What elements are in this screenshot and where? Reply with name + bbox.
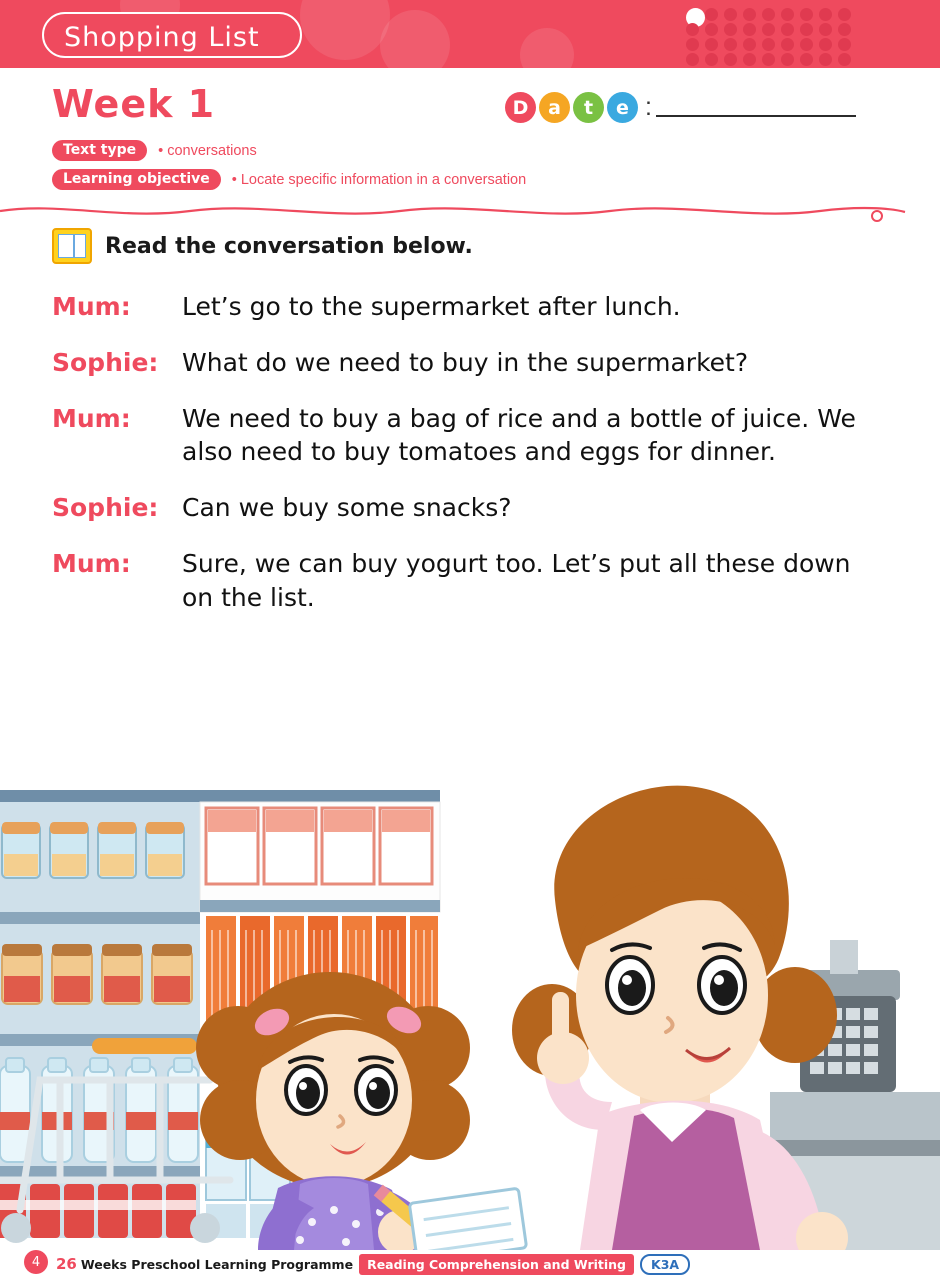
text-type-value: • conversations xyxy=(158,142,257,159)
utterance-text: We need to buy a bag of rice and a bottle of juice. We also need to buy tomatoes and eggs for dinner. xyxy=(182,403,856,467)
footer-weeks-count: 26 xyxy=(56,1255,77,1273)
page-title: Shopping List xyxy=(64,22,260,53)
utterance-text: Let’s go to the supermarket after lunch. xyxy=(182,292,681,321)
date-letter-bubble-1: a xyxy=(539,92,570,123)
page-footer xyxy=(0,1246,940,1280)
page-number-badge: 4 xyxy=(24,1250,48,1274)
speaker-label: Sophie: xyxy=(52,347,159,377)
date-letter-bubble-3: e xyxy=(607,92,638,123)
utterance-text: Sure, we can buy yogurt too. Let’s put all these down on the list. xyxy=(182,548,851,612)
header-flower-decor xyxy=(300,0,390,60)
speaker-label: Mum: xyxy=(52,403,131,433)
dot-grid-icon xyxy=(686,8,856,64)
header-band xyxy=(0,0,940,68)
date-colon: : xyxy=(645,93,652,121)
utterance-text: What do we need to buy in the supermarket? xyxy=(182,347,749,377)
conversation-line xyxy=(52,547,892,615)
open-book-icon xyxy=(52,228,92,264)
learning-objective-row xyxy=(52,169,526,190)
text-type-row xyxy=(52,140,257,161)
instruction-row xyxy=(52,228,473,264)
conversation-line xyxy=(52,290,892,324)
speaker-label: Sophie: xyxy=(52,493,159,522)
speaker-label: Mum: xyxy=(52,548,131,578)
conversation-block xyxy=(52,290,892,636)
wave-divider xyxy=(0,200,940,222)
utterance-text: Can we buy some snacks? xyxy=(182,493,512,522)
speaker-label: Mum: xyxy=(52,292,131,321)
footer-programme: Weeks Preschool Learning Programme xyxy=(80,1256,354,1272)
conversation-line xyxy=(52,346,892,380)
text-type-label: Text type xyxy=(52,140,147,161)
learning-objective-label: Learning objective xyxy=(52,169,221,190)
date-letter-bubble-0: D xyxy=(505,92,536,123)
footer-level-badge: K3A xyxy=(640,1254,690,1275)
date-write-line[interactable] xyxy=(656,115,856,117)
conversation-line xyxy=(52,402,892,470)
date-field[interactable] xyxy=(505,92,856,123)
instruction-text: Read the conversation below. xyxy=(105,233,473,259)
footer-subject-badge: Reading Comprehension and Writing xyxy=(359,1254,634,1275)
header-flower-decor xyxy=(520,28,574,68)
week-title: Week 1 xyxy=(52,82,216,126)
page-title-plate xyxy=(42,12,302,58)
conversation-line xyxy=(52,491,892,525)
supermarket-scene-illustration xyxy=(0,780,940,1250)
date-letter-bubble-2: t xyxy=(573,92,604,123)
learning-objective-value: • Locate specific information in a conversation xyxy=(231,171,527,188)
header-flower-decor xyxy=(380,10,450,68)
